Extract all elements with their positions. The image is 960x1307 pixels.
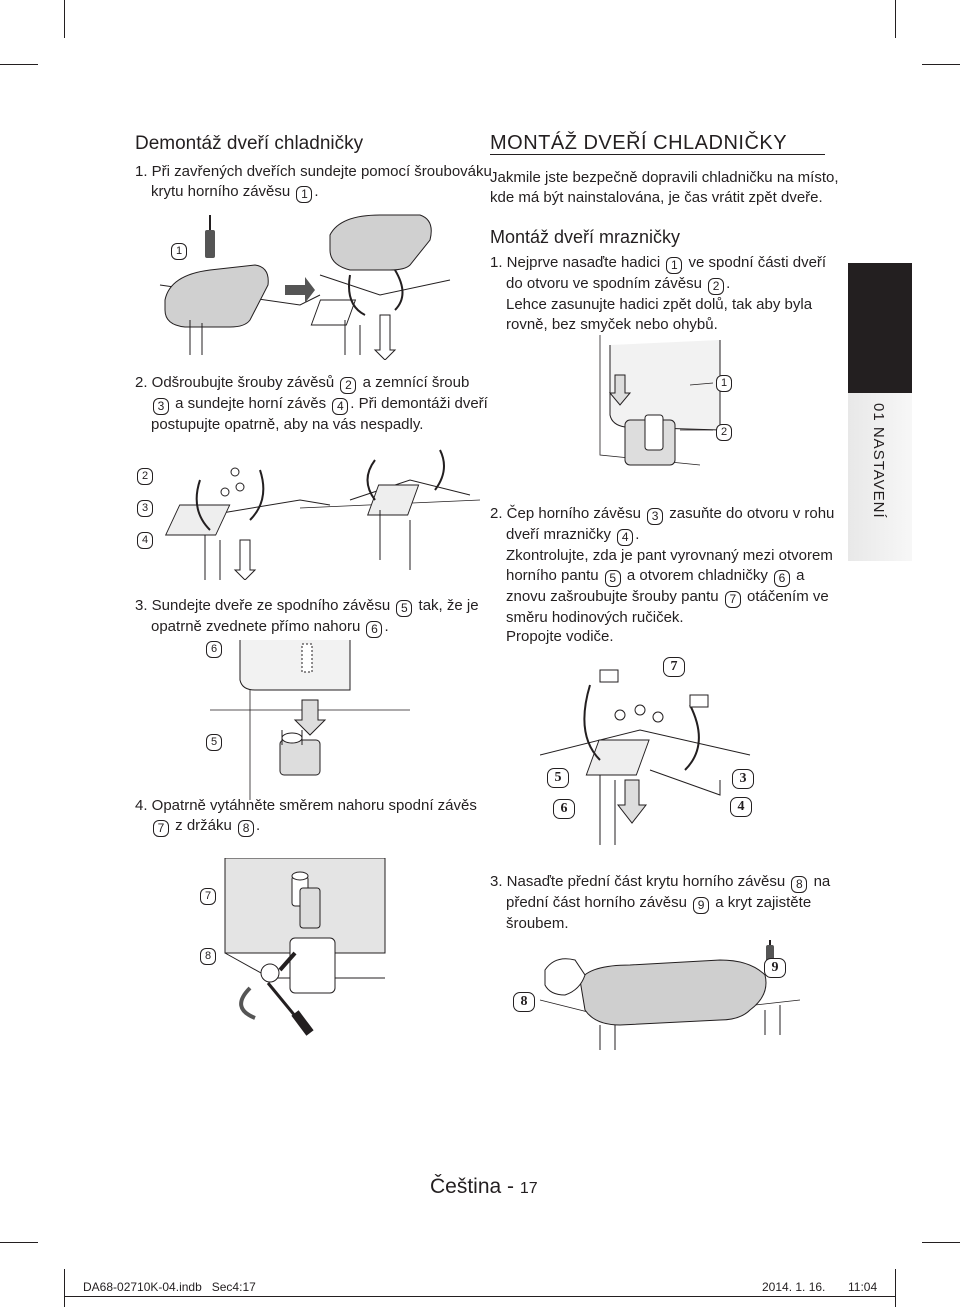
step-2-text-span: . Při demontáži dveří [350,395,488,412]
callout-8: 8 [513,992,535,1012]
step-3-line-2 [135,617,479,638]
intro-line-1: Jakmile jste bezpečně dopravili chladničku na místo, [490,169,839,186]
install-step-3-span: a kryt zajistěte [715,894,812,911]
step-2-line-1 [135,373,488,394]
install-step-3-span: 3. Nasaďte přední část krytu horního závěsu [490,873,786,890]
footer-time: 11:04 [848,1280,878,1294]
intro-line-2: kde má být nainstalována, je čas vrátit zpět dveře. [490,188,823,206]
install-step-2-span: 2. Čep horního závěsu [490,505,641,522]
install-step-3-span: přední část horního závěsu [506,894,687,911]
step-3-text-span: . [384,618,389,635]
install-step-1-line-3: Lehce zasunujte hadici zpět dolů, tak aby byla [506,296,813,313]
step-3-line-1 [135,596,479,617]
page-number [430,1175,538,1199]
install-step-1-span: do otvoru ve spodním závěsu [506,275,702,292]
illustration-hose-insert [570,335,750,475]
ref-number: 5 [605,570,621,587]
crop-mark [64,1269,65,1307]
install-step-2-line-3: Zkontrolujte, zda je pant vyrovnaný mezi otvorem [506,547,833,564]
install-step-3-line-1 [490,872,830,893]
step-3-text-span: 3. Sundejte dveře ze spodního závěsu [135,597,391,614]
callout-5: 5 [206,734,222,751]
install-step-2-span: dveří mrazničky [506,526,612,543]
callout-6: 6 [206,641,222,658]
ref-number: 5 [396,600,412,617]
step-4-text-span: . [256,816,261,834]
callout-7: 7 [200,888,216,905]
install-step-2-line-7: Propojte vodiče. [506,628,614,645]
install-step-1-span: ve spodní části dveří [688,254,827,271]
illustration-hinge-cover-removal [150,205,480,360]
illustration-hinge-cover-install [500,940,830,1050]
step-1-line-2 [135,182,492,203]
install-step-3-line-3: šroubem. [506,915,569,932]
footer-rule [65,1296,895,1297]
step-4-text-span: z držáku [175,816,232,834]
callout-6: 6 [553,799,575,819]
install-step-2-span: a [796,566,805,584]
install-step-1-line-4: rovně, bez smyček nebo ohybů. [506,315,718,333]
step-3-text [135,596,479,638]
ref-number: 9 [693,897,709,914]
callout-8: 8 [200,948,216,965]
ref-number: 3 [647,508,663,525]
step-2-text-span: a sundejte horní závěs [175,395,327,412]
step-3-text-span: opatrně zvednete přímo nahoru [151,618,361,635]
install-step-1-line-2 [490,274,826,295]
install-step-2-span: zasuňte do otvoru v rohu [669,505,835,522]
install-step-2-text [490,504,834,647]
chapter-tab [848,263,912,561]
footer-date: 2014. 1. 16. [762,1280,826,1294]
crop-mark [922,1242,960,1243]
step-2-line-3: postupujte opatrně, aby na vás nespadly. [151,416,424,433]
ref-number: 3 [153,398,169,415]
install-step-1-span: 1. Nejprve nasaďte hadici [490,254,661,271]
ref-number: 4 [332,398,348,415]
step-1-end: . [314,182,319,200]
chapter-tab-label: 01 NASTAVENÍ [870,403,887,519]
ref-number: 7 [153,820,169,837]
install-step-3-span: na [813,873,831,890]
ref-number: 8 [238,820,254,837]
callout-5: 5 [547,768,569,788]
install-step-2-span: horního pantu [506,566,599,584]
illustration-lift-door [210,640,410,800]
step-1-text-span: krytu horního závěsu [151,182,291,200]
install-step-3-line-2 [490,893,830,914]
step-2-text-span: 2. Odšroubujte šrouby závěsů [135,374,335,391]
ref-number: 7 [725,591,741,608]
step-2-text [135,373,488,435]
illustration-hinge-screws [150,440,480,580]
install-step-1-text [490,253,826,334]
callout-4: 4 [730,797,752,817]
step-2-line-2 [135,394,488,415]
crop-mark [64,0,65,38]
callout-3: 3 [137,500,153,517]
callout-9: 9 [764,958,786,978]
page-number-value: 17 [519,1180,538,1197]
crop-mark [0,64,38,65]
ref-number: 2 [708,278,724,295]
section-title-installation: MONTÁŽ DVEŘÍ CHLADNIČKY [490,132,788,154]
install-step-2-span: otáčením ve [746,587,829,605]
crop-mark [0,1242,38,1243]
ref-number: 4 [617,529,633,546]
crop-mark [922,64,960,65]
install-step-2-span: . [635,526,640,543]
install-step-2-line-1 [490,504,834,525]
step-4-line-2 [135,816,477,837]
install-step-3-text [490,872,830,934]
intro-text [490,168,839,207]
section-title-removal: Demontáž dveří chladničky [135,133,364,154]
illustration-lower-hinge-removal [210,858,390,1038]
step-4-text [135,796,477,837]
callout-1: 1 [716,375,732,392]
ref-number: 1 [296,186,312,203]
install-step-1-span: . [726,275,731,292]
footer-file: DA68-02710K-04.indb Sec4:17 [83,1280,256,1294]
step-1-line-1: 1. Při zavřených dveřích sundejte pomocí šroubováku [135,163,492,180]
step-2-text-span: a zemnící šroub [362,374,470,391]
install-step-2-line-4 [490,566,834,587]
callout-1: 1 [171,243,187,260]
step-3-text-span: tak, že je [418,597,479,614]
ref-number: 6 [366,621,382,638]
crop-mark [895,1269,896,1307]
ref-number: 8 [791,876,807,893]
subsection-title-freezer: Montáž dveří mrazničky [490,227,681,247]
install-step-2-span: znovu zašroubujte šrouby pantu [506,587,719,605]
ref-number: 2 [340,377,356,394]
install-step-2-line-2 [490,525,834,546]
install-step-2-line-6: směru hodinových ručiček. [506,608,684,626]
page-label: Čeština - [430,1175,515,1198]
callout-2: 2 [716,424,732,441]
title-rule [490,154,825,155]
step-4-line-1: 4. Opatrně vytáhněte směrem nahoru spodní závěs [135,797,477,814]
ref-number: 1 [666,257,682,274]
callout-4: 4 [137,532,153,549]
install-step-2-line-5 [490,587,834,608]
ref-number: 6 [774,570,790,587]
install-step-2-span: a otvorem chladničky [626,566,768,584]
callout-3: 3 [732,769,754,789]
install-step-1-line-1 [490,253,826,274]
callout-2: 2 [137,468,153,485]
crop-mark [895,0,896,38]
step-1-text [135,162,492,203]
callout-7: 7 [663,657,685,677]
